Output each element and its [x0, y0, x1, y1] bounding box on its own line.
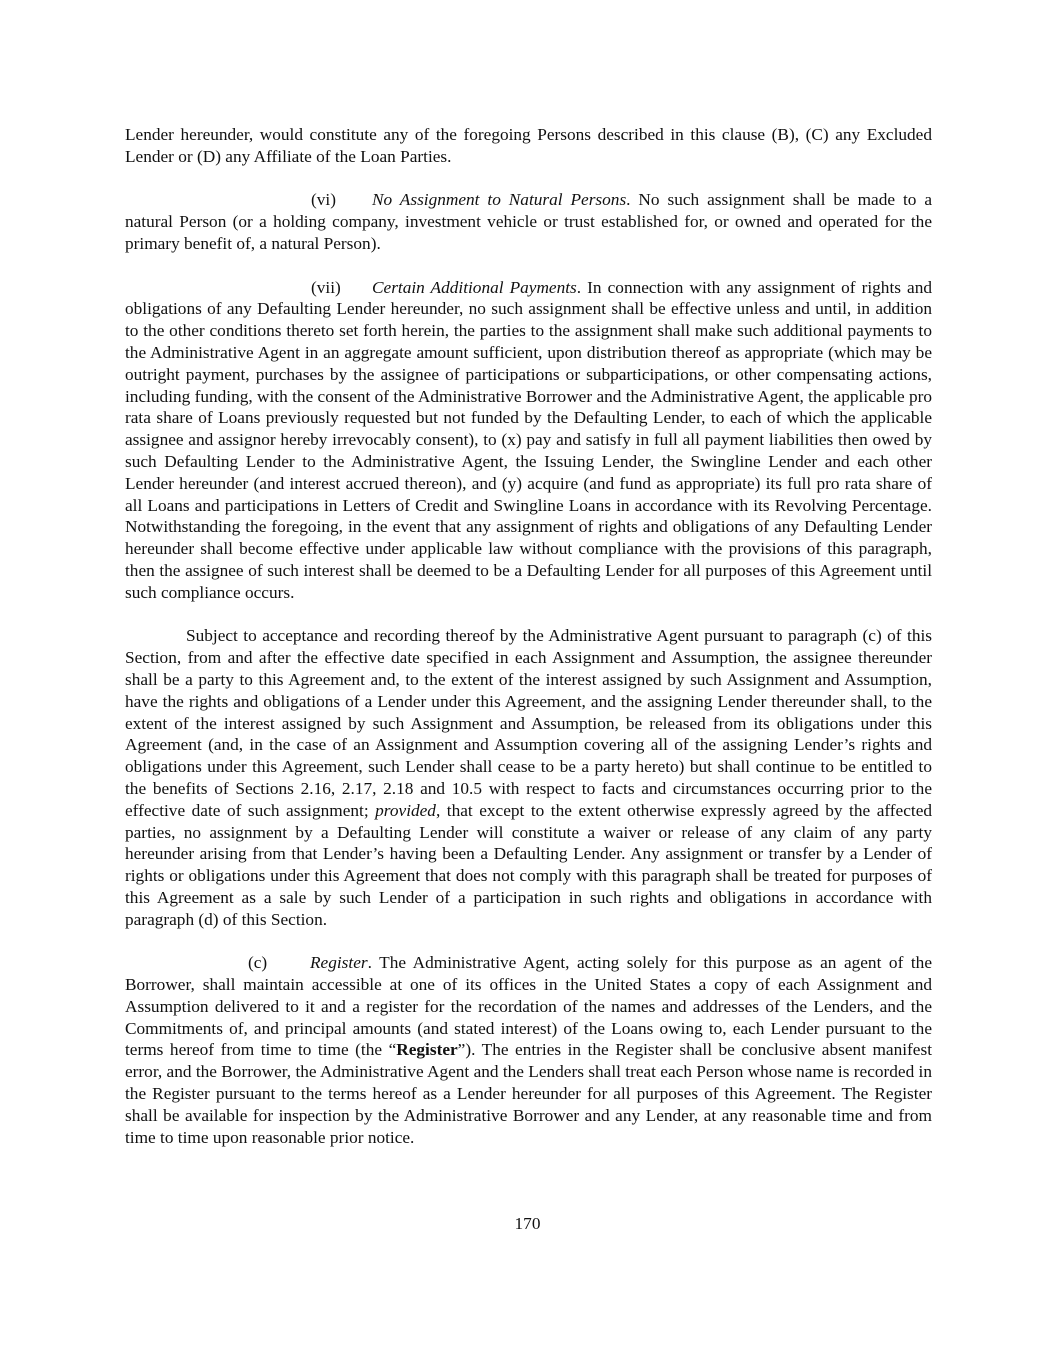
paragraph-text: In connection with any assignment of rights and obligations of any Defaulting Lender hereunder, no such assignment shall be effective unless and until, in addition to the other conditions thereto set forth herein, the parties to the assignment shall make such additional payments to the Administrative Agent in an aggregate amount sufficient, upon distribution thereof as appropriate (which may be outright payment, purchases by the assignee of participations or subparticipations, or other compensating actions, including funding, with the consent of the Administrative Borrower and the Administrative Agent, the applicable pro rata share of Loans previously requested but not funded by the Defaulting Lender, to each of which the applicable assignee and assignor hereby irrevocably consent), to (x) pay and satisfy in full all payment liabilities then owed by such Defaulting Lender to the Administrative Agent, the Issuing Lender, the Swingline Lender and each other Lender hereunder (and interest accrued thereon), and (y) acquire (and fund as appropriate) its full pro rata share of all Loans and participations in Letters of Credit and Swingline Loans in accordance with its Revolving Percentage. Notwithstanding the foregoing, in the event that any assignment of rights and obligations of any Defaulting Lender hereunder shall become effective under applicable law without compliance with the provisions of this paragraph, then the assignee of such interest shall be deemed to be a Defaulting Lender for all purposes of this Agreement until such compliance occurs.: [125, 277, 932, 602]
clause-title: Register: [310, 953, 368, 973]
paragraph-text: The Administrative Agent, acting solely for this purpose as an agent of the Borrower, shall maintain accessible at one of its offices in the United States a copy of each Assignment and Assumption delivered to it and a register for the recordation of the names and addresses of the Lenders, and the Commitments of, and principal amounts (and stated interest) of the Loans owing to, each Lender pursuant to the terms hereof from time to time (the “: [125, 953, 932, 1060]
defined-term-register: Register: [396, 1040, 458, 1060]
paragraph-text: , that except to the extent otherwise expressly agreed by the affected parties, no assignment by a Defaulting Lender will constitute a waiver or release of any claim of any party hereunder arising from that Lender’s having been a Defaulting Lender. Any assignment or transfer by a Lender of rights or obligations under this Agreement that does not comply with this paragraph shall be treated for purposes of this Agreement as a sale by such Lender of a participation in such rights and obligations in accordance with paragraph (d) of this Section.: [125, 800, 933, 929]
clause-title-end: .: [626, 190, 631, 210]
paragraph-subject-to-acceptance: [125, 625, 932, 930]
clause-number: (vii): [311, 277, 341, 297]
clause-title-end: .: [367, 953, 372, 973]
paragraph-vii: [125, 277, 932, 604]
emphasis-provided: provided: [375, 800, 436, 820]
paragraph-text: Subject to acceptance and recording thereof by the Administrative Agent pursuant to paragraph (c) of this Section, from and after the effective date specified in each Assignment and Assumption, the assignee thereunder shall be a party to this Agreement and, to the extent of the interest assigned by such Assignment and Assumption, have the rights and obligations of a Lender under this Agreement, and the assigning Lender thereunder shall, to the extent of the interest assigned by such Assignment and Assumption, be released from its obligations under this Agreement (and, in the case of an Assignment and Assumption covering all of the assigning Lender’s rights and obligations under this Agreement, such Lender shall cease to be a party hereto) but shall continue to be entitled to the benefits of Sections 2.16, 2.17, 2.18 and 10.5 with respect to facts and circumstances occurring prior to the effective date of such assignment;: [125, 626, 932, 820]
paragraph-c-register: [125, 952, 932, 1148]
clause-title: Certain Additional Payments: [372, 277, 577, 297]
document-body: [125, 124, 932, 1170]
clause-number: (vi): [311, 190, 336, 210]
paragraph-text: Lender hereunder, would constitute any of the foregoing Persons described in this clause (B), (C) any Excluded Lender or (D) any Affiliate of the Loan Parties.: [125, 125, 932, 166]
paragraph-text: No such assignment shall be made to a natural Person (or a holding company, investment vehicle or trust established for, or owned and operated for the primary benefit of, a natural Person).: [125, 190, 932, 253]
clause-number: (c): [248, 953, 268, 973]
paragraph-text: ”). The entries in the Register shall be conclusive absent manifest error, and the Borrower, the Administrative Agent and the Lenders shall treat each Person whose name is recorded in the Register pursuant to the terms hereof as a Lender hereunder for all purposes of this Agreement. The Register shall be available for inspection by the Administrative Borrower and any Lender, at any reasonable time and from time to time upon reasonable prior notice.: [125, 1040, 932, 1147]
page-number: 170: [514, 1214, 541, 1233]
clause-title: No Assignment to Natural Persons: [372, 190, 627, 210]
clause-title-end: .: [576, 277, 582, 297]
paragraph-vi: [125, 189, 932, 254]
paragraph-continuation: [125, 124, 932, 168]
